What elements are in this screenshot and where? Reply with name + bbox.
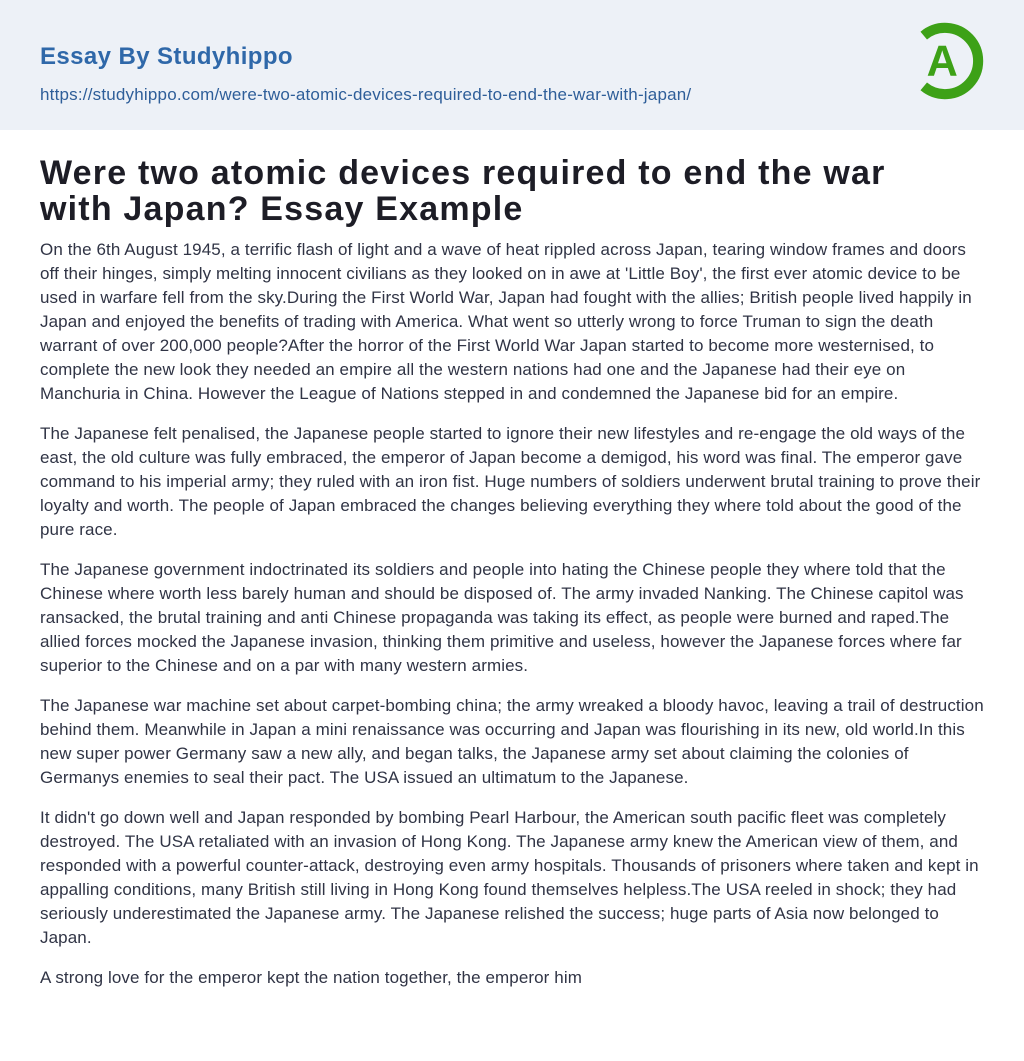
- essay-paragraph: On the 6th August 1945, a terrific flash of light and a wave of heat rippled across Japan, tearing window frames and doors off their hinges, simply melting innocent civilians as they looked on in awe at 'Little Boy', the first ever atomic device to be used in warfare fell from the sky.During the First World War, Japan had fought with the allies; British people lived happily in Japan and enjoyed the benefits of trading with America. What went so utterly wrong to force Truman to sign the death warrant of over 200,000 people?After the horror of the First World War Japan started to become more westernised, to complete the new look they needed an empire all the western nations had one and the Japanese had their eye on Manchuria in China. However the League of Nations stepped in and condemned the Japanese bid for an empire.: [40, 240, 972, 403]
- logo-letter: A: [926, 37, 958, 86]
- essay-body: [40, 238, 984, 990]
- essay-paragraph: It didn't go down well and Japan responded by bombing Pearl Harbour, the American south pacific fleet was completely destroyed. The USA retaliated with an invasion of Hong Kong. The Japanese army knew the American view of them, and responded with a powerful counter-attack, destroying even army hospitals. Thousands of prisoners where taken and kept in appalling conditions, many British still living in Hong Kong found themselves helpless.The USA reeled in shock; they had seriously underestimated the Japanese army. The Japanese relished the success; huge parts of Asia now belonged to Japan.: [40, 808, 979, 947]
- site-title: Essay By Studyhippo: [40, 43, 293, 70]
- essay-paragraph: A strong love for the emperor kept the nation together, the emperor him: [40, 968, 582, 987]
- page-header: [0, 0, 1024, 130]
- essay-paragraph: The Japanese felt penalised, the Japanese people started to ignore their new lifestyles and re-engage the old ways of the east, the old culture was fully embraced, the emperor of Japan become a demigod, his word was final. The emperor gave command to his imperial army; they ruled with an iron fist. Huge numbers of soldiers underwent brutal training to prove their loyalty and worth. The people of Japan embraced the changes believing everything they where told about the good of the pure race.: [40, 424, 981, 539]
- essay-paragraph: The Japanese government indoctrinated its soldiers and people into hating the Chinese people they where told that the Chinese where worth less barely human and should be disposed of. The army invaded Nanking. The Chinese capitol was ransacked, the brutal training and anti Chinese propaganda was taking its effect, as people were burned and raped.The allied forces mocked the Japanese invasion, thinking them primitive and useless, however the Japanese forces where far superior to the Chinese and on a par with many western armies.: [40, 560, 964, 675]
- page-url-link[interactable]: https://studyhippo.com/were-two-atomic-devices-required-to-end-the-war-with-japan/: [40, 85, 692, 105]
- logo-ring-icon: [899, 15, 991, 107]
- essay-content: [0, 155, 1024, 1026]
- essay-title: Were two atomic devices required to end the war with Japan? Essay Example: [40, 154, 886, 228]
- studyhippo-logo: [899, 15, 991, 107]
- essay-paragraph: The Japanese war machine set about carpet-bombing china; the army wreaked a bloody havoc, leaving a trail of destruction behind them. Meanwhile in Japan a mini renaissance was occurring and Japan was flourishing in its new, old world.In this new super power Germany saw a new ally, and began talks, the Japanese army set about claiming the colonies of Germanys enemies to seal their pact. The USA issued an ultimatum to the Japanese.: [40, 696, 984, 787]
